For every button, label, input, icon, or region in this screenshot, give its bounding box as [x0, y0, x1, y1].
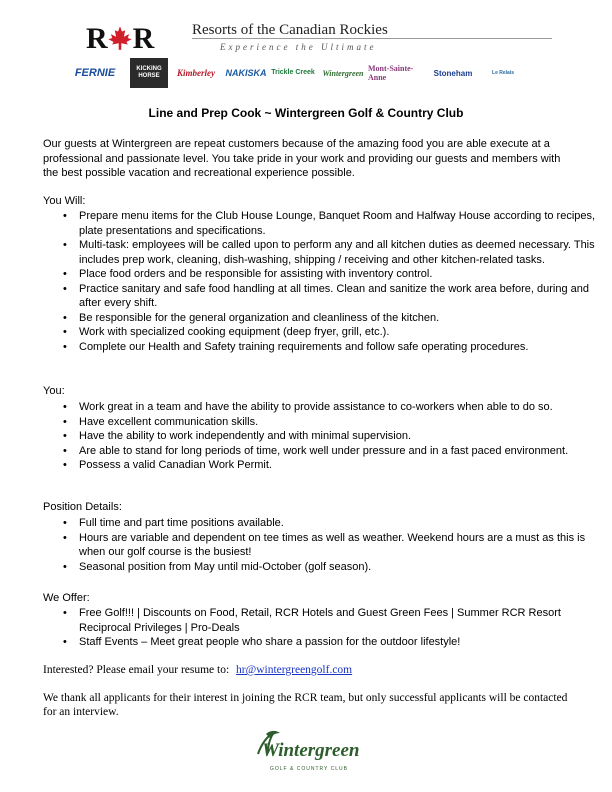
resort-logo-kimberley: Kimberley — [177, 68, 215, 78]
list-item: • Prepare menu items for the Club House Lounge, Banquet Room and Halfway House according to recipes, plate presentations and specifications. — [79, 209, 599, 238]
list-item: • Full time and part time positions available. — [79, 516, 599, 531]
list-item: • Multi-task: employees will be called upon to perform any and all kitchen duties as deemed necessary. This includes prep work, cleaning, dish-washing, shipping / receiving and other kitchen-related tasks. — [79, 238, 599, 267]
resort-logo-fernie: FERNIE — [74, 67, 116, 79]
we-offer-list — [43, 606, 599, 650]
resort-logo-le-relais: Le Relais — [492, 70, 514, 76]
resort-logo-trickle-creek: Trickle Creek — [271, 69, 315, 76]
job-title: Line and Prep Cook ~ Wintergreen Golf & Country Club — [148, 106, 464, 120]
maple-leaf-icon — [107, 25, 133, 51]
position-details-list — [43, 516, 599, 574]
list-item: • Practice sanitary and safe food handling at all times. Clean and sanitize the work area before, during and after every shift. — [79, 282, 599, 311]
list-item: • Have the ability to work independently and with minimal supervision. — [79, 429, 599, 444]
interested-line — [43, 663, 569, 677]
resort-logo-nakiska: NAKISKA — [225, 68, 267, 78]
list-item: • Work with specialized cooking equipment (deep fryer, grill, etc.). — [79, 325, 599, 340]
resort-logo-mont-sainte-anne: Mont-Sainte-Anne — [368, 64, 414, 82]
footer-logo-subtitle: GOLF & COUNTRY CLUB — [270, 766, 348, 772]
header-divider — [192, 38, 552, 39]
resort-logo-stoneham: Stoneham — [433, 68, 473, 78]
list-item: • Free Golf!!! | Discounts on Food, Retail, RCR Hotels and Guest Green Fees | Summer RCR Resort Reciprocal Privileges | Pro-Deals — [79, 606, 599, 635]
list-item: • Hours are variable and dependent on tee times as well as weather. Weekend hours are a must as this is when our golf course is the busiest! — [79, 531, 599, 560]
rcr-logo-R1: R — [86, 22, 107, 55]
header-tagline: Experience the Ultimate — [220, 42, 377, 52]
list-item: • Possess a valid Canadian Work Permit. — [79, 458, 599, 473]
list-item: • Work great in a team and have the ability to provide assistance to co-workers when able to do so. — [79, 400, 599, 415]
you-will-list — [43, 209, 599, 354]
resort-logo-wintergreen: Wintergreen — [322, 68, 364, 78]
list-item: • Have excellent communication skills. — [79, 415, 599, 430]
footer-logo-name: Wintergreen — [262, 740, 360, 761]
list-item: • Are able to stand for long periods of time, work well under pressure and in a fast paced environment. — [79, 444, 599, 459]
intro-paragraph: Our guests at Wintergreen are repeat customers because of the amazing food you are able execute at a professional and passionate level. You take pride in your work and providing our guests and members with the best possible vacation and recreational experience possible. — [43, 138, 561, 179]
closing-paragraph: We thank all applicants for their interest in joining the RCR team, but only successful applicants will be contacted for an interview. — [43, 692, 568, 718]
wintergreen-footer-logo — [252, 728, 362, 784]
interested-text: Interested? Please email your resume to: — [43, 664, 230, 676]
list-item: • Staff Events – Meet great people who share a passion for the outdoor lifestyle! — [79, 635, 599, 650]
resort-logo-kicking-horse: KICKING HORSE — [130, 58, 168, 88]
resort-logos-strip — [70, 58, 550, 88]
email-link[interactable]: hr@wintergreengolf.com — [236, 664, 353, 676]
list-item: • Complete our Health and Safety training requirements and follow safe operating procedures. — [79, 340, 599, 355]
list-item: • Be responsible for the general organization and cleanliness of the kitchen. — [79, 311, 599, 326]
list-item: • Seasonal position from May until mid-October (golf season). — [79, 560, 599, 575]
section-label-position-details: Position Details: — [43, 501, 122, 513]
section-label-you-will: You Will: — [43, 195, 86, 207]
rcr-logo — [86, 22, 153, 56]
you-list — [43, 400, 599, 473]
list-item: • Place food orders and be responsible for assisting with inventory control. — [79, 267, 599, 282]
header-title: Resorts of the Canadian Rockies — [192, 22, 388, 38]
rcr-logo-R2: R — [132, 22, 154, 55]
section-label-you: You: — [43, 385, 65, 397]
section-label-we-offer: We Offer: — [43, 592, 90, 604]
